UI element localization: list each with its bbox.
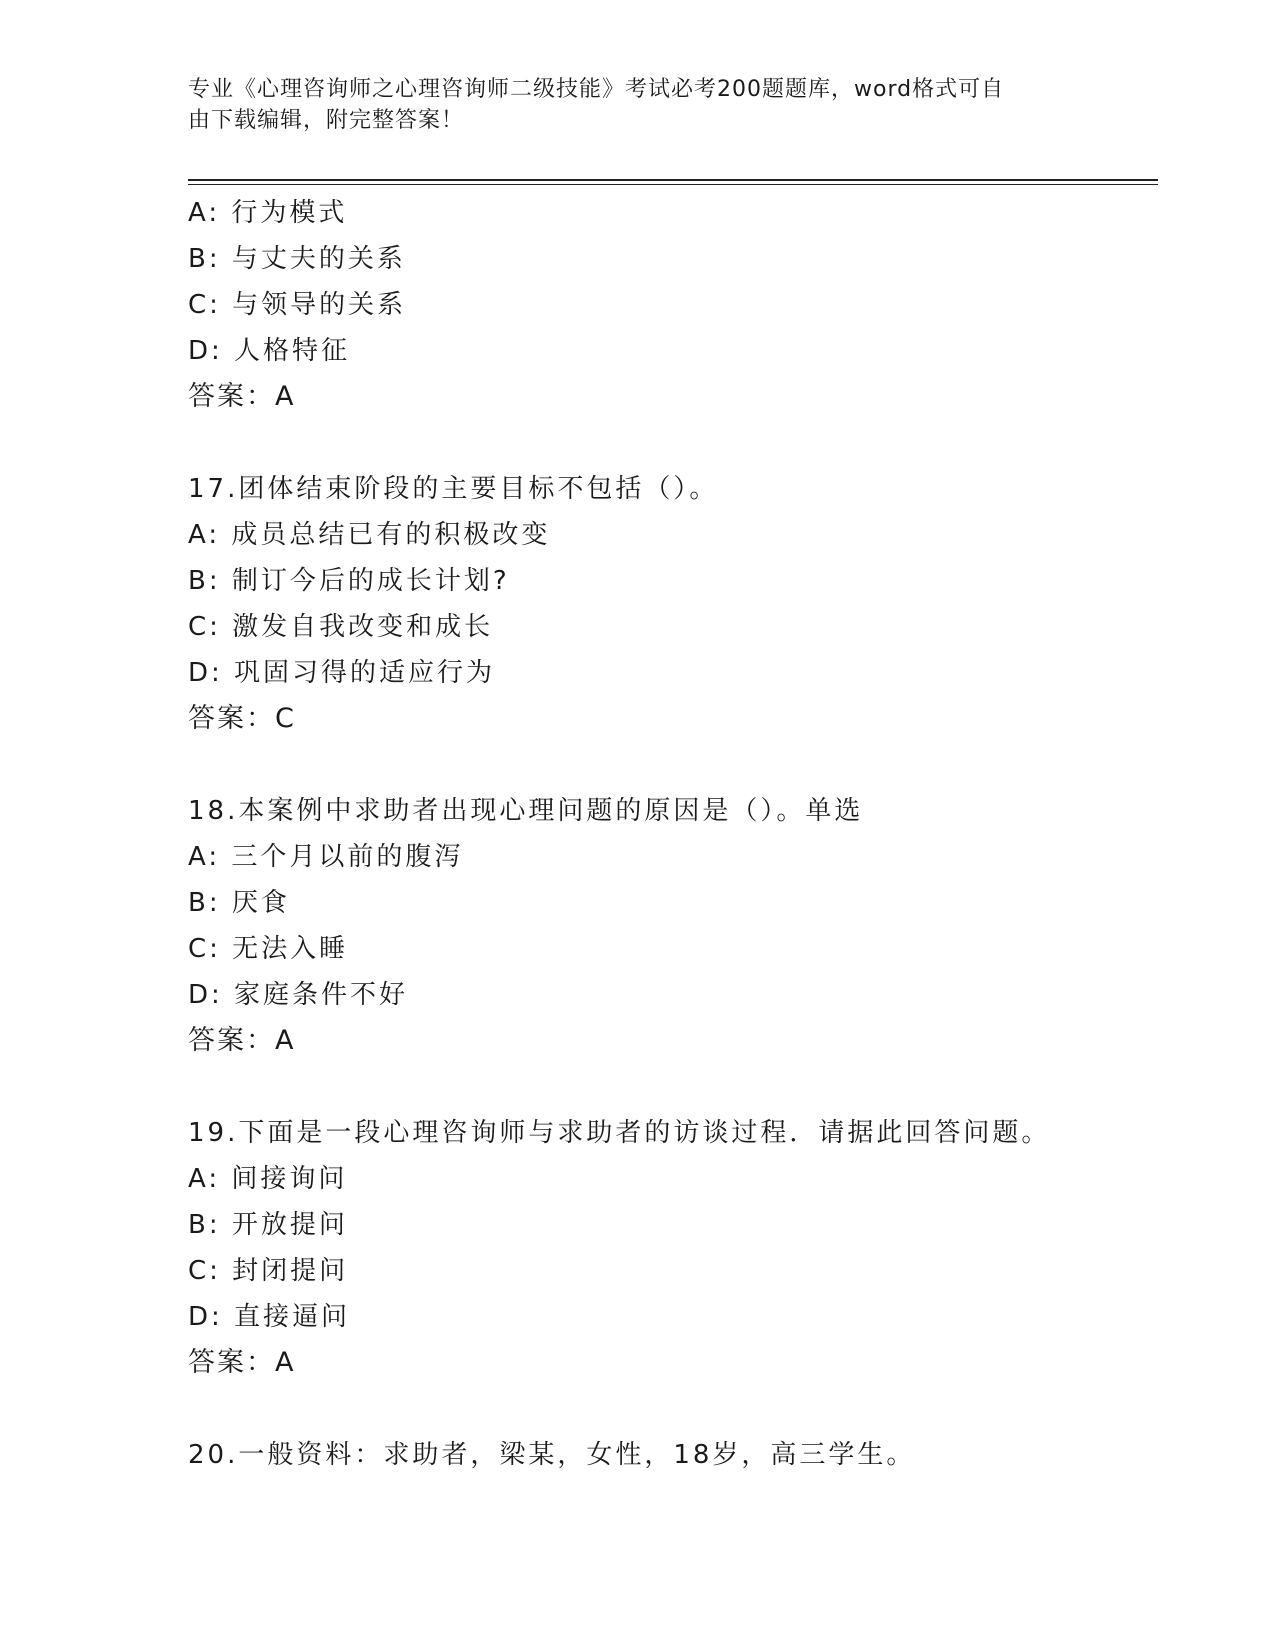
option-b: B: 制订今后的成长计划? (188, 566, 510, 596)
option-b: B: 与丈夫的关系 (188, 244, 406, 274)
header-line-1: 专业《心理咨询师之心理咨询师二级技能》考试必考200题题库，word格式可自 (188, 77, 1005, 102)
option-c: C: 与领导的关系 (188, 290, 407, 320)
answer-line: 答案：C (188, 703, 296, 734)
option-c: C: 封闭提问 (188, 1256, 349, 1286)
answer-line: 答案：A (188, 1025, 296, 1056)
option-b: B: 开放提问 (188, 1210, 348, 1240)
spacer (188, 420, 1148, 466)
question-block-20 (188, 1432, 1148, 1478)
question-block-16 (188, 190, 1148, 420)
option-d: D: 家庭条件不好 (188, 980, 409, 1010)
spacer (188, 1064, 1148, 1110)
question-block-18 (188, 788, 1148, 1064)
option-c: C: 激发自我改变和成长 (188, 612, 494, 642)
option-a: A: 行为模式 (188, 198, 348, 228)
option-a: A: 三个月以前的腹泻 (188, 842, 464, 872)
question-block-17 (188, 466, 1148, 742)
option-b: B: 厌食 (188, 888, 290, 918)
spacer (188, 742, 1148, 788)
option-a: A: 成员总结已有的积极改变 (188, 520, 551, 550)
option-d: D: 人格特征 (188, 336, 351, 366)
question-text: 19.下面是一段心理咨询师与求助者的访谈过程．请据此回答问题。 (188, 1118, 1051, 1148)
header-divider-thick (188, 179, 1158, 181)
option-d: D: 巩固习得的适应行为 (188, 658, 496, 688)
spacer (188, 1386, 1148, 1432)
answer-line: 答案：A (188, 381, 296, 412)
question-list (188, 190, 1148, 1478)
answer-line: 答案：A (188, 1347, 296, 1378)
option-a: A: 间接询问 (188, 1164, 348, 1194)
header-line-2: 由下载编辑，附完整答案！ (188, 108, 465, 133)
option-c: C: 无法入睡 (188, 934, 349, 964)
question-text: 17.团体结束阶段的主要目标不包括（）。 (188, 474, 719, 504)
question-text: 18.本案例中求助者出现心理问题的原因是（）。单选 (188, 796, 864, 826)
document-header (188, 74, 1088, 136)
option-d: D: 直接逼问 (188, 1302, 351, 1332)
header-divider-thin (188, 184, 1158, 185)
question-text: 20.一般资料：求助者，梁某，女性，18岁，高三学生。 (188, 1440, 916, 1470)
question-block-19 (188, 1110, 1148, 1386)
